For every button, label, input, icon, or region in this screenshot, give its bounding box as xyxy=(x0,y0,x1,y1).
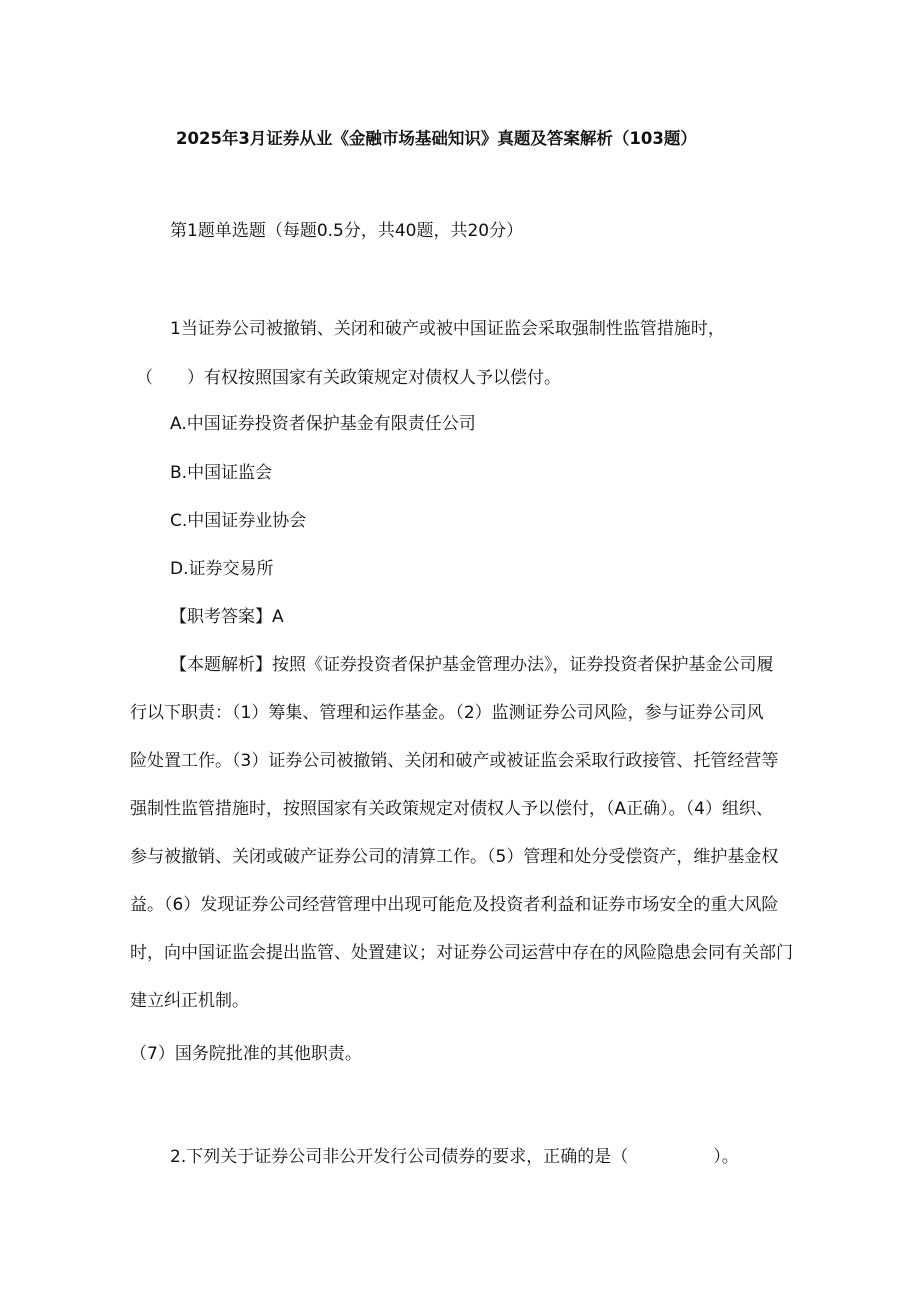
explanation-line: 行以下职责：（1）筹集、管理和运作基金。（2）监测证券公司风险，参与证券公司风 xyxy=(130,703,764,723)
explanation-line: 参与被撤销、关闭或破产证券公司的清算工作。（5）管理和处分受偿资产，维护基金权 xyxy=(130,847,779,867)
explanation-line: 时，向中国证监会提出监管、处置建议；对证券公司运营中存在的风险隐患会同有关部门 xyxy=(130,943,793,963)
explanation-line: （7）国务院批准的其他职责。 xyxy=(130,1044,362,1064)
question-1-option-b: B.中国证监会 xyxy=(170,463,273,483)
explanation-line: 益。（6）发现证券公司经营管理中出现可能危及投资者利益和证券市场安全的重大风险 xyxy=(130,895,779,915)
question-1-option-a: A.中国证券投资者保护基金有限责任公司 xyxy=(170,414,476,434)
question-1-stem-line-1: 1当证券公司被撤销、关闭和破产或被中国证监会采取强制性监管措施时， xyxy=(170,319,725,339)
section-heading: 第1题单选题（每题0.5分，共40题，共20分） xyxy=(170,221,524,241)
question-2-stem: 2.下列关于证券公司非公开发行公司债券的要求，正确的是（ ）。 xyxy=(170,1147,739,1167)
question-1-answer: 【职考答案】A xyxy=(170,607,284,627)
explanation-line: 强制性监管措施时，按照国家有关政策规定对债权人予以偿付，（A正确）。（4）组织、 xyxy=(130,799,773,819)
question-1-option-d: D.证券交易所 xyxy=(170,559,274,579)
question-1-stem-line-2: （ ）有权按照国家有关政策规定对债权人予以偿付。 xyxy=(136,368,561,388)
question-1-option-c: C.中国证券业协会 xyxy=(170,511,307,531)
explanation-line: 险处置工作。（3）证券公司被撤销、关闭和破产或被证监会采取行政接管、托管经营等 xyxy=(130,751,779,771)
explanation-line: 【本题解析】按照《证券投资者保护基金管理办法》，证券投资者保护基金公司履 xyxy=(170,655,774,675)
document-title: 2025年3月证券从业《金融市场基础知识》真题及答案解析（103题） xyxy=(176,129,697,148)
explanation-line: 建立纠正机制。 xyxy=(130,991,249,1011)
